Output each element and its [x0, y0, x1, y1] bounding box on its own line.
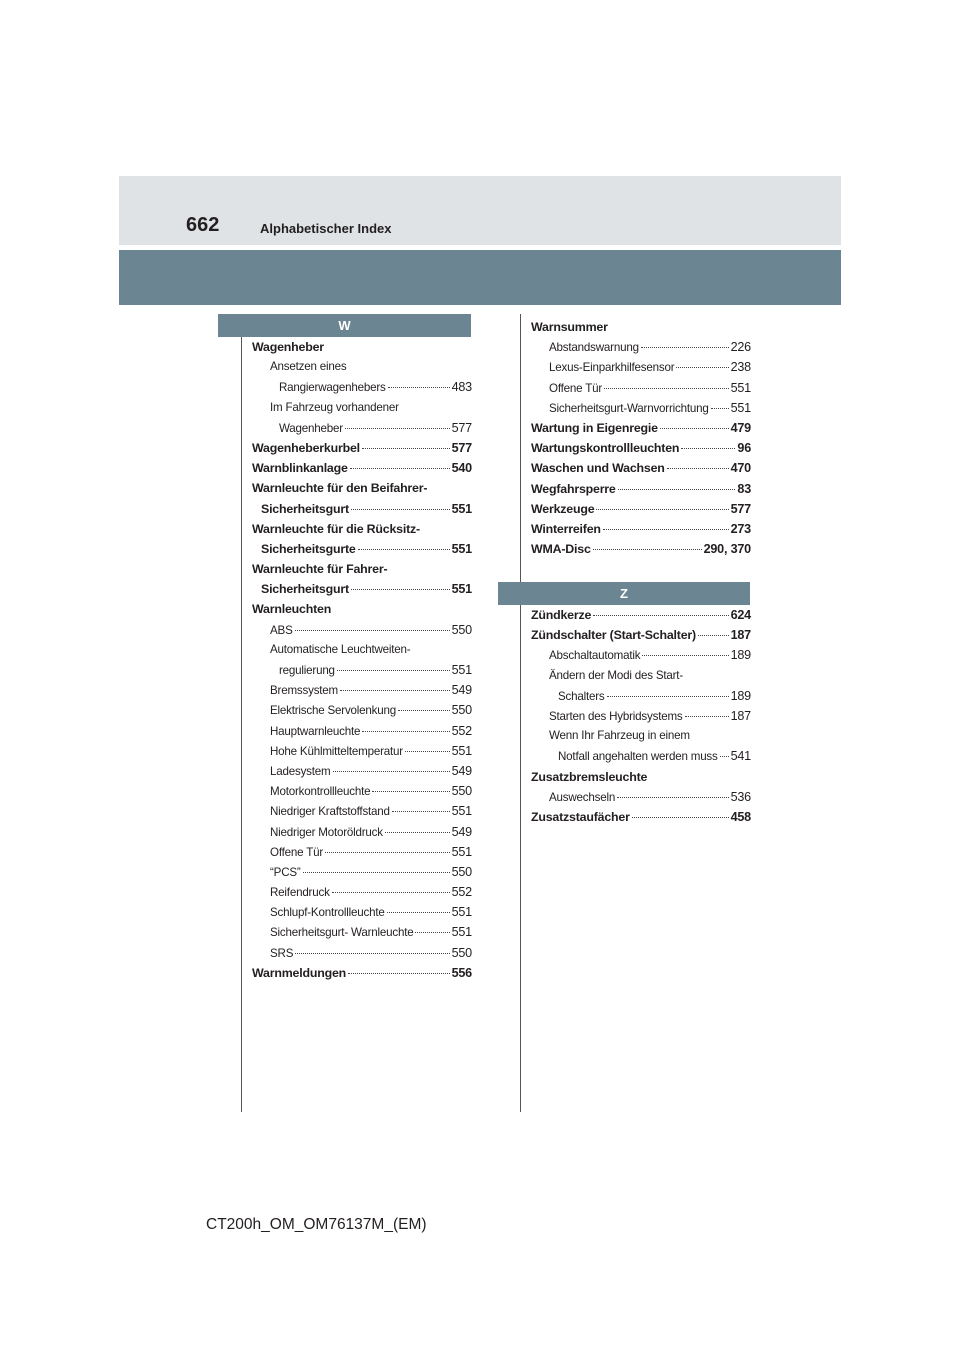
index-term: Schlupf-Kontrollleuchte	[270, 906, 385, 920]
page-reference: 577	[451, 440, 472, 455]
index-entry	[252, 680, 472, 700]
leader-dots	[618, 489, 736, 490]
document-code: CT200h_OM_OM76137M_(EM)	[206, 1216, 427, 1233]
index-entry	[531, 767, 751, 787]
header-band	[119, 250, 841, 305]
index-term: “PCS”	[270, 865, 301, 879]
leader-dots	[345, 428, 450, 429]
index-entry	[252, 438, 472, 458]
index-term: Warnleuchte für die Rücksitz-	[252, 521, 420, 536]
index-entry	[531, 605, 751, 625]
index-entry	[531, 746, 751, 766]
page-reference: 550	[451, 945, 472, 960]
index-entry	[252, 943, 472, 963]
leader-dots	[660, 428, 729, 429]
index-entry	[252, 700, 472, 720]
page-reference: 479	[730, 420, 751, 435]
index-term: Warnleuchte für den Beifahrer-	[252, 481, 428, 496]
index-entry	[531, 418, 751, 438]
page-reference: 550	[451, 784, 472, 799]
page-reference: 552	[451, 723, 472, 738]
index-entry	[531, 726, 751, 746]
header-top-bar	[119, 176, 841, 245]
section-letter-w: W	[218, 314, 471, 337]
index-entry	[531, 666, 751, 686]
index-term: SRS	[270, 946, 294, 960]
index-term: Warnmeldungen	[252, 965, 347, 980]
index-term: Abschaltautomatik	[549, 649, 641, 663]
index-term: Automatische Leuchtweiten-	[270, 642, 411, 656]
page-reference: 549	[451, 824, 472, 839]
index-entry	[252, 519, 472, 539]
section-title: Alphabetischer Index	[260, 221, 392, 236]
index-term: ABS	[270, 623, 293, 637]
page-reference: 470	[730, 461, 751, 476]
index-entry	[252, 902, 472, 922]
leader-dots	[711, 408, 729, 409]
index-term: WMA-Disc	[531, 542, 591, 557]
index-entry	[252, 579, 472, 599]
leader-dots	[607, 696, 729, 697]
index-entry	[252, 862, 472, 882]
page-reference: 551	[451, 501, 472, 516]
leader-dots	[596, 509, 728, 510]
page-reference: 551	[730, 400, 751, 415]
index-term: Ändern der Modi des Start-	[549, 668, 683, 682]
page-reference: 556	[451, 965, 472, 980]
index-term: Ladesystem	[270, 764, 331, 778]
page-reference: 552	[451, 885, 472, 900]
index-term: Hauptwarnleuchte	[270, 724, 361, 738]
page-reference: 189	[730, 648, 751, 663]
page-reference: 550	[451, 864, 472, 879]
index-term: Niedriger Motoröldruck	[270, 825, 383, 839]
leader-dots	[351, 589, 450, 590]
page-reference: 96	[737, 441, 751, 456]
page-reference: 551	[451, 905, 472, 920]
index-entry	[531, 479, 751, 499]
page-reference: 624	[730, 608, 751, 622]
index-entry	[531, 357, 751, 377]
index-term: Zündschalter (Start-Schalter)	[531, 628, 696, 643]
index-entry	[252, 922, 472, 942]
leader-dots	[337, 670, 450, 671]
leader-dots	[641, 347, 729, 348]
leader-dots	[351, 509, 450, 510]
left-column-divider	[241, 314, 242, 1112]
leader-dots	[685, 716, 729, 717]
index-term: Wagenheberkurbel	[252, 440, 360, 455]
index-term: Offene Tür	[549, 381, 602, 395]
index-entry	[531, 317, 751, 337]
leader-dots	[593, 615, 728, 616]
page-reference: 577	[730, 501, 751, 516]
index-entry	[531, 706, 751, 726]
leader-dots	[642, 655, 728, 656]
leader-dots	[603, 529, 729, 530]
page-reference: 551	[451, 925, 472, 940]
index-entry	[252, 599, 472, 619]
leader-dots	[398, 710, 450, 711]
index-term: Waschen und Wachsen	[531, 461, 665, 476]
leader-dots	[632, 817, 729, 818]
leader-dots	[604, 388, 729, 389]
index-term: Rangierwagenhebers	[279, 381, 386, 395]
index-entry	[252, 882, 472, 902]
index-term: Warnblinkanlage	[252, 461, 348, 476]
index-term: Wagenheber	[279, 421, 343, 435]
page-reference: 187	[730, 628, 751, 643]
index-term: Sicherheitsgurte	[261, 541, 356, 556]
leader-dots	[667, 468, 729, 469]
index-entry	[531, 337, 751, 357]
index-term: Warnleuchten	[252, 602, 332, 617]
leader-dots	[388, 387, 450, 388]
index-term: Elektrische Servolenkung	[270, 704, 397, 718]
index-term: Wenn Ihr Fahrzeug in einem	[549, 729, 690, 743]
index-term: Wartungskontrollleuchten	[531, 441, 680, 456]
page-reference: 483	[451, 380, 472, 395]
page-reference: 551	[451, 541, 472, 556]
index-term: Reifendruck	[270, 886, 330, 900]
page-reference: 551	[451, 582, 472, 597]
leader-dots	[340, 690, 450, 691]
index-term: Niedriger Kraftstoffstand	[270, 805, 390, 819]
page-reference: 290, 370	[703, 542, 751, 557]
index-term: Schalters	[558, 689, 605, 703]
index-entry	[531, 519, 751, 539]
index-term: Im Fahrzeug vorhandener	[270, 400, 399, 414]
leader-dots	[676, 367, 728, 368]
leader-dots	[415, 932, 449, 933]
index-entry	[252, 539, 472, 559]
index-entry	[252, 398, 472, 418]
leader-dots	[303, 872, 450, 873]
index-term: Lexus-Einparkhilfesensor	[549, 361, 675, 375]
index-term: Sicherheitsgurt-Warnvorrichtung	[549, 401, 709, 415]
page-reference: 550	[451, 622, 472, 637]
leader-dots	[362, 448, 450, 449]
index-term: Offene Tür	[270, 845, 323, 859]
leader-dots	[350, 468, 450, 469]
index-entry	[252, 418, 472, 438]
index-entry	[531, 398, 751, 418]
leader-dots	[698, 635, 729, 636]
page-reference: 458	[730, 809, 751, 824]
index-entry	[531, 539, 751, 559]
leader-dots	[362, 731, 449, 732]
leader-dots	[617, 797, 728, 798]
index-term: Ansetzen eines	[270, 360, 347, 374]
index-term: Notfall angehalten werden muss	[558, 750, 718, 764]
page-reference: 551	[451, 804, 472, 819]
index-term: Sicherheitsgurt	[261, 582, 349, 597]
leader-dots	[405, 751, 450, 752]
index-entry	[252, 357, 472, 377]
index-entry	[531, 645, 751, 665]
index-entry	[252, 640, 472, 660]
page-reference: 549	[451, 683, 472, 698]
index-entry	[531, 625, 751, 645]
leader-dots	[333, 771, 450, 772]
leader-dots	[358, 549, 450, 550]
index-term: Sicherheitsgurt- Warnleuchte	[270, 926, 414, 940]
page-number: 662	[186, 214, 220, 236]
page-reference: 551	[451, 743, 472, 758]
section-letter-z: Z	[498, 582, 750, 605]
index-term: Winterreifen	[531, 521, 601, 536]
index-column-right-z	[531, 605, 751, 827]
page-reference: 540	[451, 461, 472, 476]
leader-dots	[720, 756, 729, 757]
index-term: Abstandswarnung	[549, 341, 639, 355]
index-entry	[252, 801, 472, 821]
index-term: Zündkerze	[531, 608, 592, 622]
leader-dots	[332, 892, 450, 893]
index-term: Bremssystem	[270, 684, 339, 698]
index-entry	[252, 963, 472, 983]
leader-dots	[295, 953, 449, 954]
leader-dots	[372, 791, 449, 792]
index-entry	[252, 478, 472, 498]
page-reference: 187	[730, 708, 751, 723]
index-term: Wegfahrsperre	[531, 481, 616, 496]
index-entry	[252, 620, 472, 640]
index-entry	[531, 787, 751, 807]
index-entry	[252, 559, 472, 579]
index-entry	[252, 337, 472, 357]
index-term: Sicherheitsgurt	[261, 501, 349, 516]
index-term: Hohe Kühlmitteltemperatur	[270, 744, 403, 758]
page-reference: 550	[451, 703, 472, 718]
index-term: Warnleuchte für Fahrer-	[252, 562, 388, 577]
leader-dots	[325, 852, 450, 853]
index-entry	[252, 660, 472, 680]
index-term: regulierung	[279, 664, 335, 677]
index-term: Auswechseln	[549, 790, 616, 804]
index-entry	[252, 458, 472, 478]
index-term: Zusatzbremsleuchte	[531, 769, 648, 784]
index-term: Zusatzstaufächer	[531, 809, 630, 824]
index-entry	[531, 686, 751, 706]
index-entry	[252, 842, 472, 862]
index-term: Werkzeuge	[531, 501, 595, 516]
index-column-right-w	[531, 317, 751, 559]
index-term: Warnsummer	[531, 320, 608, 334]
index-entry	[252, 741, 472, 761]
page-reference: 541	[730, 749, 751, 764]
index-entry	[252, 499, 472, 519]
center-column-divider	[520, 314, 521, 1112]
page-reference: 536	[730, 789, 751, 804]
index-entry	[531, 499, 751, 519]
index-entry	[252, 822, 472, 842]
page-reference: 551	[451, 663, 472, 677]
page-reference: 189	[730, 688, 751, 703]
page-reference: 238	[730, 360, 751, 375]
leader-dots	[295, 630, 450, 631]
index-term: Wagenheber	[252, 340, 324, 354]
index-term: Motorkontrollleuchte	[270, 785, 371, 799]
leader-dots	[392, 811, 450, 812]
page-reference: 551	[730, 380, 751, 395]
index-entry	[252, 761, 472, 781]
index-entry	[531, 458, 751, 478]
index-term: Starten des Hybridsystems	[549, 709, 683, 723]
index-entry	[531, 438, 751, 458]
index-entry	[252, 377, 472, 397]
index-entry	[252, 721, 472, 741]
page-reference: 549	[451, 763, 472, 778]
index-column-left	[252, 337, 472, 983]
index-entry	[531, 378, 751, 398]
page-reference: 83	[737, 481, 751, 496]
index-entry	[531, 807, 751, 827]
leader-dots	[387, 912, 450, 913]
page-reference: 273	[730, 521, 751, 536]
index-entry	[252, 781, 472, 801]
leader-dots	[348, 973, 450, 974]
leader-dots	[593, 549, 702, 550]
page-reference: 577	[451, 420, 472, 435]
leader-dots	[681, 448, 735, 449]
index-term: Wartung in Eigenregie	[531, 420, 658, 435]
page-reference: 226	[730, 340, 751, 355]
page-reference: 551	[451, 844, 472, 859]
leader-dots	[385, 832, 450, 833]
